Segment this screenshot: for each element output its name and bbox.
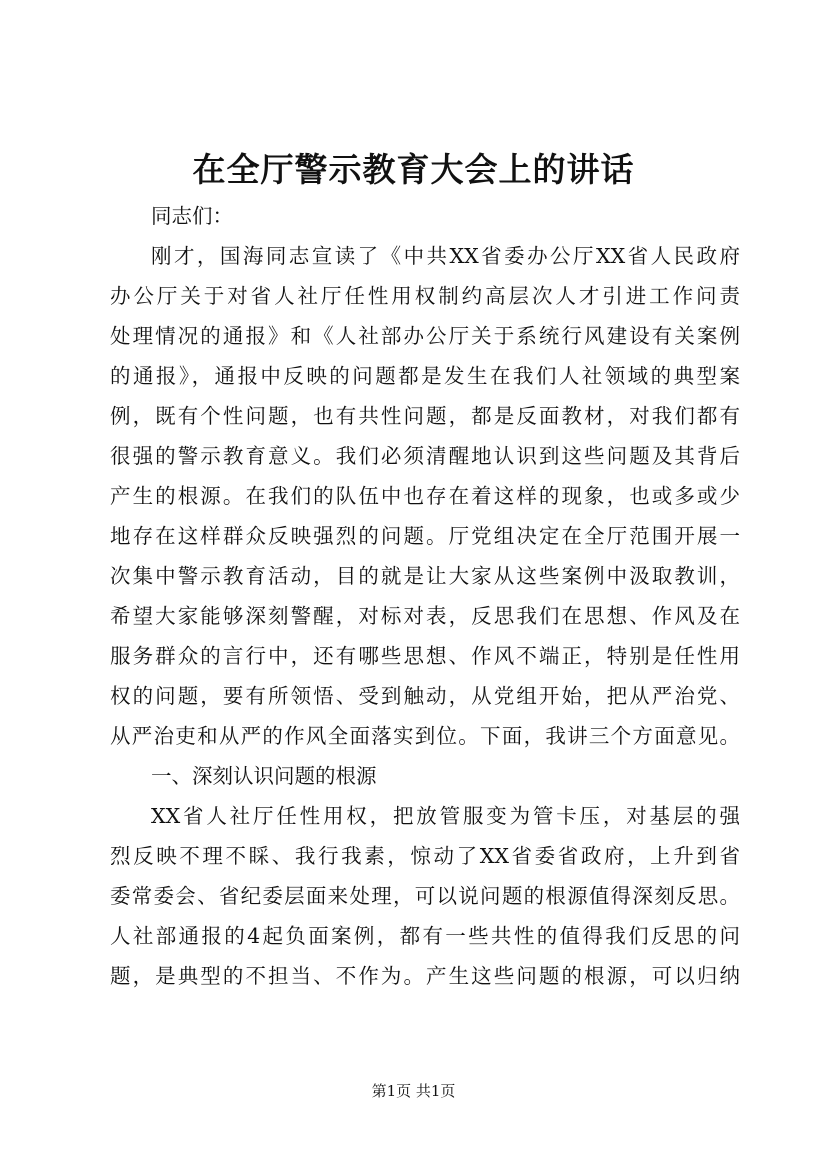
paragraph-line: 烈反映不理不睬、我行我素，惊动了XX省委省政府，上升到省 — [110, 844, 740, 868]
salutation-line: 同志们： — [151, 204, 233, 228]
paragraph-line: 权的问题，要有所领悟、受到触动，从党组开始，把从严治党、 — [110, 684, 740, 708]
document-body — [110, 196, 740, 996]
page-footer: 第1页 共1页 — [371, 1082, 456, 1100]
paragraph-line: 委常委会、省纪委层面来处理，可以说问题的根源值得深刻反思。 — [110, 884, 740, 908]
paragraph-line: 希望大家能够深刻警醒，对标对表，反思我们在思想、作风及在 — [110, 604, 740, 628]
paragraph-line: 办公厅关于对省人社厅任性用权制约高层次人才引进工作问责 — [110, 284, 740, 308]
paragraph-line: 次集中警示教育活动，目的就是让大家从这些案例中汲取教训， — [110, 564, 740, 588]
paragraph-line: 产生的根源。在我们的队伍中也存在着这样的现象，也或多或少 — [110, 484, 740, 508]
paragraph-line: 刚才，国海同志宣读了《中共XX省委办公厅XX省人民政府 — [151, 244, 740, 268]
section-heading: 一、深刻认识问题的根源 — [151, 764, 377, 788]
paragraph-line: 从严治吏和从严的作风全面落实到位。下面，我讲三个方面意见。 — [110, 724, 740, 748]
paragraph-line: 很强的警示教育意义。我们必须清醒地认识到这些问题及其背后 — [110, 444, 740, 468]
paragraph-line: 例，既有个性问题，也有共性问题，都是反面教材，对我们都有 — [110, 404, 740, 428]
paragraph-line: 题，是典型的不担当、不作为。产生这些问题的根源，可以归纳 — [110, 964, 740, 988]
paragraph-line: 处理情况的通报》和《人社部办公厅关于系统行风建设有关案例 — [110, 324, 740, 348]
document-title: 在全厅警示教育大会上的讲话 — [192, 150, 635, 189]
paragraph-line: 地存在这样群众反映强烈的问题。厅党组决定在全厅范围开展一 — [110, 524, 740, 548]
paragraph-line: XX省人社厅任性用权，把放管服变为管卡压，对基层的强 — [151, 804, 740, 828]
paragraph-line: 的通报》，通报中反映的问题都是发生在我们人社领域的典型案 — [110, 364, 740, 388]
paragraph-line: 人社部通报的4起负面案例，都有一些共性的值得我们反思的问 — [110, 924, 740, 948]
paragraph-line: 服务群众的言行中，还有哪些思想、作风不端正，特别是任性用 — [110, 644, 740, 668]
